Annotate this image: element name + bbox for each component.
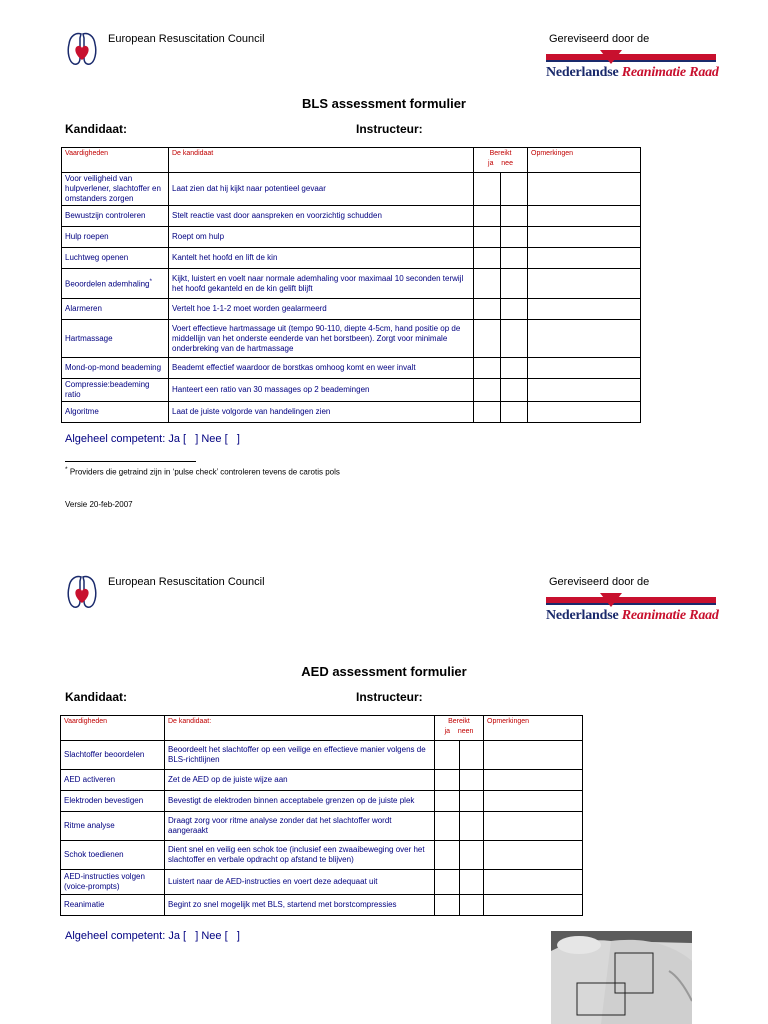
- table-row: [61, 741, 583, 770]
- erc-logo-icon: [64, 573, 100, 611]
- revised-by-text: Gereviseerd door de: [549, 576, 650, 588]
- col-candidate: De kandidaat:: [165, 716, 435, 741]
- skill-cell: AED activeren: [61, 770, 165, 791]
- nrr-heart-icon: [600, 50, 622, 64]
- nee-checkbox[interactable]: [501, 269, 528, 299]
- table-row: [62, 248, 641, 269]
- col-skill: Vaardigheden: [62, 148, 169, 173]
- aed-manikin-photo: [551, 931, 692, 1024]
- ja-checkbox[interactable]: [435, 741, 460, 770]
- nee-checkbox[interactable]: [501, 320, 528, 358]
- neen-checkbox[interactable]: [460, 770, 484, 791]
- skill-cell: Schok toedienen: [61, 841, 165, 870]
- aed-kandidaat-label: Kandidaat:: [65, 690, 128, 704]
- table-row: [62, 402, 641, 423]
- bls-header-row: [62, 148, 641, 173]
- ja-checkbox[interactable]: [474, 173, 501, 206]
- neen-checkbox[interactable]: [460, 741, 484, 770]
- footnote-marker: *: [149, 278, 153, 286]
- aed-header-row: [61, 716, 583, 741]
- skill-cell: Algoritme: [62, 402, 169, 423]
- bls-title: BLS assessment formulier: [301, 96, 466, 111]
- remarks-field[interactable]: [484, 770, 583, 791]
- nrr-logo: Nederlandse Reanimatie Raad: [546, 48, 716, 84]
- bls-table: [61, 147, 641, 423]
- skill-cell: Voor veiligheid van hulpverlener, slachtoffer en omstanders zorgen: [62, 173, 169, 206]
- criterion-cell: Beademt effectief waardoor de borstkas omhoog komt en weer invalt: [169, 358, 474, 379]
- table-row: [62, 358, 641, 379]
- nee-checkbox[interactable]: [501, 173, 528, 206]
- remarks-field[interactable]: [528, 227, 641, 248]
- skill-cell: Slachtoffer beoordelen: [61, 741, 165, 770]
- table-row: [62, 227, 641, 248]
- col-skill: Vaardigheden: [61, 716, 165, 741]
- ja-checkbox[interactable]: [474, 358, 501, 379]
- ja-checkbox[interactable]: [474, 299, 501, 320]
- criterion-cell: Bevestigt de elektroden binnen acceptabele grenzen op de juiste plek: [165, 791, 435, 812]
- table-row: [62, 173, 641, 206]
- skill-cell: Hartmassage: [62, 320, 169, 358]
- nee-checkbox[interactable]: [501, 299, 528, 320]
- nee-checkbox[interactable]: [501, 379, 528, 402]
- aed-table: [60, 715, 583, 916]
- table-row: [61, 841, 583, 870]
- criterion-cell: Luistert naar de AED-instructies en voert deze adequaat uit: [165, 870, 435, 895]
- remarks-field[interactable]: [484, 812, 583, 841]
- remarks-field[interactable]: [528, 320, 641, 358]
- criterion-cell: Draagt zorg voor ritme analyse zonder dat het slachtoffer wordt aangeraakt: [165, 812, 435, 841]
- ja-checkbox[interactable]: [435, 791, 460, 812]
- table-row: [62, 206, 641, 227]
- nee-checkbox[interactable]: [501, 402, 528, 423]
- remarks-field[interactable]: [484, 895, 583, 916]
- bls-kandidaat-label: Kandidaat:: [65, 122, 128, 136]
- skill-cell: Ritme analyse: [61, 812, 165, 841]
- remarks-field[interactable]: [484, 791, 583, 812]
- neen-checkbox[interactable]: [460, 791, 484, 812]
- table-row: [62, 379, 641, 402]
- table-row: [61, 812, 583, 841]
- skill-cell: Reanimatie: [61, 895, 165, 916]
- ja-checkbox[interactable]: [474, 402, 501, 423]
- remarks-field[interactable]: [528, 299, 641, 320]
- remarks-field[interactable]: [528, 173, 641, 206]
- col-remarks: Opmerkingen: [528, 148, 641, 173]
- remarks-field[interactable]: [528, 269, 641, 299]
- ja-checkbox[interactable]: [435, 895, 460, 916]
- table-row: [62, 320, 641, 358]
- skill-cell: Beoordelen ademhaling*: [62, 269, 169, 299]
- criterion-cell: Laat zien dat hij kijkt naar potentieel gevaar: [169, 173, 474, 206]
- nee-checkbox[interactable]: [501, 358, 528, 379]
- criterion-cell: Dient snel en veilig een schok toe (inclusief een zwaaibeweging over het slachtoffer en verbale opdracht op afstand te blijven): [165, 841, 435, 870]
- aed-competent-line[interactable]: Algeheel competent: Ja [ ] Nee [ ]: [65, 930, 240, 942]
- criterion-cell: Roept om hulp: [169, 227, 474, 248]
- skill-cell: Mond-op-mond beademing: [62, 358, 169, 379]
- col-achieved: Bereikt ja nee: [474, 148, 528, 173]
- ja-checkbox[interactable]: [474, 206, 501, 227]
- col-achieved: Bereikt ja neen: [435, 716, 484, 741]
- ja-checkbox[interactable]: [474, 320, 501, 358]
- criterion-cell: Zet de AED op de juiste wijze aan: [165, 770, 435, 791]
- skill-cell: Luchtweg openen: [62, 248, 169, 269]
- neen-checkbox[interactable]: [460, 841, 484, 870]
- criterion-cell: Voert effectieve hartmassage uit (tempo 90-110, diepte 4-5cm, hand positie op de middellijn van het onderste eenderde van het borstbeen). Zorgt voor minimale onderbreking van de hartmassage: [169, 320, 474, 358]
- version-text: Versie 20-feb-2007: [65, 500, 133, 509]
- nee-checkbox[interactable]: [501, 206, 528, 227]
- remarks-field[interactable]: [528, 206, 641, 227]
- aed-instructeur-label: Instructeur:: [356, 690, 423, 704]
- skill-cell: Compressie:beademing ratio: [62, 379, 169, 402]
- skill-cell: Bewustzijn controleren: [62, 206, 169, 227]
- ja-checkbox[interactable]: [474, 269, 501, 299]
- col-remarks: Opmerkingen: [484, 716, 583, 741]
- remarks-field[interactable]: [528, 402, 641, 423]
- nee-checkbox[interactable]: [501, 227, 528, 248]
- remarks-field[interactable]: [528, 379, 641, 402]
- nrr-logo: Nederlandse Reanimatie Raad: [546, 591, 716, 627]
- table-row: [61, 791, 583, 812]
- nee-checkbox[interactable]: [501, 248, 528, 269]
- skill-cell: AED-instructies volgen (voice-prompts): [61, 870, 165, 895]
- remarks-field[interactable]: [528, 248, 641, 269]
- ja-checkbox[interactable]: [474, 379, 501, 402]
- criterion-cell: Beoordeelt het slachtoffer op een veilige en effectieve manier volgens de BLS-richtlijnen: [165, 741, 435, 770]
- revised-by-text: Gereviseerd door de: [549, 33, 650, 45]
- footnote-divider: [65, 461, 196, 462]
- remarks-field[interactable]: [484, 741, 583, 770]
- criterion-cell: Vertelt hoe 1-1-2 moet worden gealarmeerd: [169, 299, 474, 320]
- neen-checkbox[interactable]: [460, 812, 484, 841]
- org-name: European Resuscitation Council: [108, 33, 265, 45]
- criterion-cell: Laat de juiste volgorde van handelingen zien: [169, 402, 474, 423]
- table-row: [62, 299, 641, 320]
- criterion-cell: Kantelt het hoofd en lift de kin: [169, 248, 474, 269]
- erc-logo-icon: [64, 30, 100, 68]
- nrr-heart-icon: [600, 593, 622, 607]
- table-row: [61, 895, 583, 916]
- table-row: [62, 269, 641, 299]
- criterion-cell: Kijkt, luistert en voelt naar normale ademhaling voor maximaal 10 seconden terwijl het hoofd gekanteld en de kin gelift blijft: [169, 269, 474, 299]
- bls-footnote: * Providers die getraind zijn in ‘pulse check’ controleren tevens de carotis pols: [65, 466, 340, 477]
- ja-checkbox[interactable]: [435, 870, 460, 895]
- bls-instructeur-label: Instructeur:: [356, 122, 423, 136]
- ja-checkbox[interactable]: [435, 812, 460, 841]
- ja-checkbox[interactable]: [435, 770, 460, 791]
- criterion-cell: Hanteert een ratio van 30 massages op 2 beademingen: [169, 379, 474, 402]
- bls-competent-line[interactable]: Algeheel competent: Ja [ ] Nee [ ]: [65, 433, 240, 445]
- neen-checkbox[interactable]: [460, 895, 484, 916]
- ja-checkbox[interactable]: [435, 841, 460, 870]
- skill-cell: Alarmeren: [62, 299, 169, 320]
- table-row: [61, 870, 583, 895]
- remarks-field[interactable]: [484, 870, 583, 895]
- ja-checkbox[interactable]: [474, 227, 501, 248]
- col-candidate: De kandidaat: [169, 148, 474, 173]
- remarks-field[interactable]: [484, 841, 583, 870]
- org-name: European Resuscitation Council: [108, 576, 265, 588]
- skill-cell: Hulp roepen: [62, 227, 169, 248]
- criterion-cell: Begint zo snel mogelijk met BLS, startend met borstcompressies: [165, 895, 435, 916]
- remarks-field[interactable]: [528, 358, 641, 379]
- skill-cell: Elektroden bevestigen: [61, 791, 165, 812]
- table-row: [61, 770, 583, 791]
- ja-checkbox[interactable]: [474, 248, 501, 269]
- criterion-cell: Stelt reactie vast door aanspreken en voorzichtig schudden: [169, 206, 474, 227]
- neen-checkbox[interactable]: [460, 870, 484, 895]
- aed-title: AED assessment formulier: [301, 664, 467, 679]
